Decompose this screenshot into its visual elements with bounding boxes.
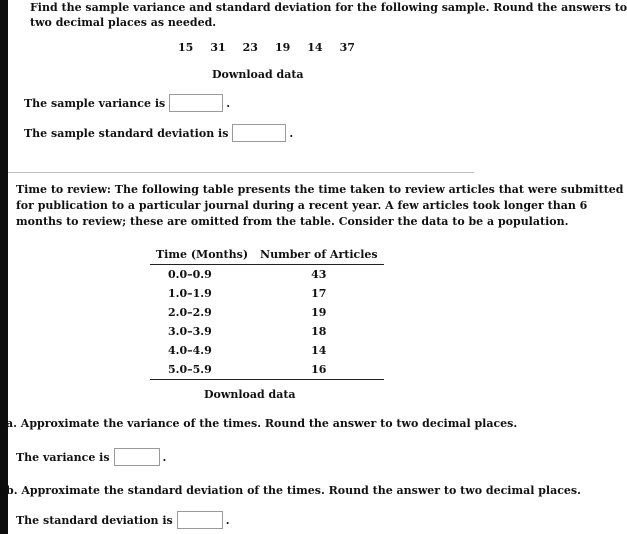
- download-data-link[interactable]: Download data: [204, 388, 296, 401]
- period: .: [226, 96, 231, 110]
- download-data-link[interactable]: Download data: [212, 68, 304, 81]
- table-bottom-rule: [150, 380, 384, 381]
- time-cell: 2.0–2.9: [168, 306, 212, 319]
- count-cell: 17: [311, 287, 327, 300]
- stddev-label: The standard deviation is: [16, 513, 173, 527]
- problem-2: [0, 174, 624, 534]
- time-cell: 4.0–4.9: [168, 344, 212, 357]
- intro-line-2: for publication to a particular journal during a recent year. A few articles took longer than 6: [16, 199, 588, 212]
- variance-row: [16, 448, 166, 466]
- count-cell: 43: [311, 268, 327, 281]
- part-a-question: a. Approximate the variance of the times. Round the answer to two decimal places.: [6, 417, 518, 430]
- table-row: [150, 360, 384, 380]
- sample-variance-label: The sample variance is: [24, 96, 166, 110]
- count-cell: 16: [311, 363, 327, 376]
- instruction-line-2: two decimal places as needed.: [30, 16, 217, 29]
- sample-value: 15: [178, 41, 194, 54]
- period: .: [289, 126, 294, 140]
- sample-value: 37: [339, 41, 355, 54]
- table-row: [150, 322, 384, 341]
- instruction-line-1: Find the sample variance and standard deviation for the following sample. Round the answers to: [30, 1, 627, 14]
- sample-value: 19: [274, 41, 291, 54]
- section-divider: [8, 172, 474, 173]
- intro-line-3: months to review; these are omitted from the table. Consider the data to be a population.: [16, 215, 569, 228]
- sample-stddev-input[interactable]: [232, 124, 286, 142]
- sample-values: [178, 41, 355, 54]
- sample-value: 23: [242, 41, 258, 54]
- count-cell: 18: [311, 325, 327, 338]
- review-times-table: [150, 245, 384, 380]
- variance-input[interactable]: [114, 448, 160, 466]
- stddev-input[interactable]: [177, 511, 223, 529]
- table-row: [150, 284, 384, 303]
- table-row: [150, 265, 384, 285]
- variance-label: The variance is: [16, 450, 110, 464]
- sample-value: 14: [307, 41, 323, 54]
- period: .: [162, 450, 167, 464]
- stddev-row: [16, 511, 230, 529]
- col-header-articles: Number of Articles: [254, 245, 384, 265]
- col-header-time: Time (Months): [150, 245, 254, 265]
- sample-variance-row: [24, 94, 230, 112]
- sample-variance-input[interactable]: [169, 94, 223, 112]
- sample-stddev-label: The sample standard deviation is: [24, 126, 229, 140]
- time-cell: 3.0–3.9: [168, 325, 212, 338]
- table-row: [150, 303, 384, 322]
- count-cell: 19: [311, 306, 327, 319]
- time-cell: 0.0–0.9: [168, 268, 212, 281]
- table-header-row: [150, 245, 384, 265]
- period: .: [225, 513, 230, 527]
- time-cell: 5.0–5.9: [168, 363, 212, 376]
- table-row: [150, 341, 384, 360]
- count-cell: 14: [311, 344, 327, 357]
- sample-stddev-row: [24, 124, 293, 142]
- time-cell: 1.0–1.9: [168, 287, 212, 300]
- sample-value: 31: [210, 41, 226, 54]
- intro-line-1: Time to review: The following table presents the time taken to review articles that were submitted: [16, 183, 624, 196]
- problem-1: [8, 0, 627, 170]
- part-b-question: b. Approximate the standard deviation of the times. Round the answer to two decimal places.: [6, 484, 581, 497]
